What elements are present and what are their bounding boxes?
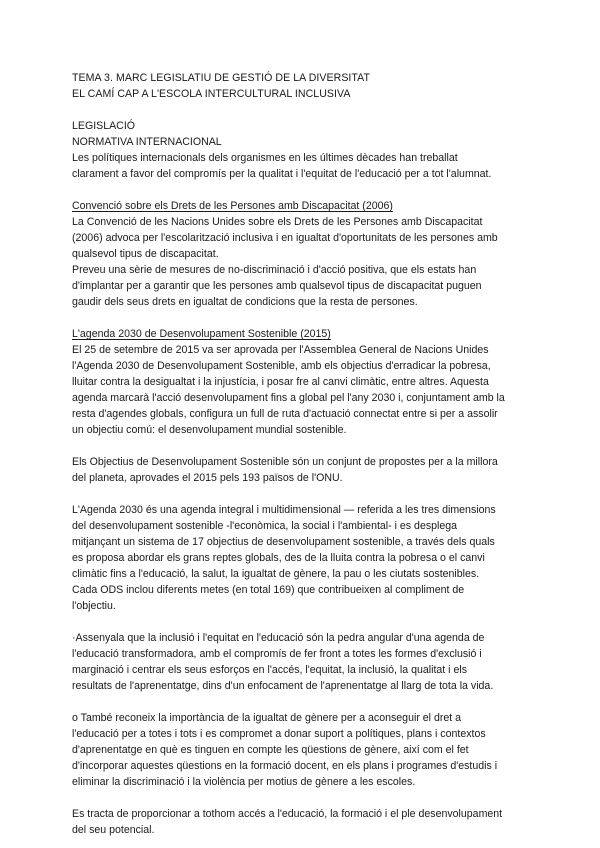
- agenda-paragraph-2: [72, 454, 532, 486]
- agenda-paragraph-3: [72, 502, 532, 614]
- text-line: es proposa abordar els grans reptes globals, des de la lluita contra la pobresa o el canvi: [72, 552, 485, 564]
- spacer: [72, 438, 532, 454]
- text-line: resultats de l'aprenentatge, dins d'un enfocament de l'aprenentatge al llarg de tota la vida.: [72, 680, 494, 692]
- agenda-paragraph-1: [72, 342, 532, 438]
- text-line: d'incorporar aquestes qüestions en la formació docent, en els plans i programes d'estudis i: [72, 760, 498, 772]
- section-heading-legislacio: LEGISLACIÓ: [72, 120, 135, 132]
- text-line: Cada ODS inclou diferents metes (en total 169) que contribueixen al compliment de: [72, 584, 465, 596]
- spacer: [72, 102, 532, 118]
- text-line: La Convenció de les Nacions Unides sobre els Drets de les Persones amb Discapacitat: [72, 216, 483, 228]
- spacer: [72, 790, 532, 806]
- agenda-paragraph-5: [72, 710, 532, 790]
- spacer: [72, 182, 532, 198]
- text-line: lluitar contra la desigualtat i la injustícia, i posar fre al canvi climàtic, entre altres. Aquesta: [72, 376, 489, 388]
- convention-paragraph-2: [72, 262, 532, 310]
- text-line: l'educació per a totes i tots i es compromet a donar suport a polítiques, plans i contextos: [72, 728, 486, 740]
- text-line: marginació i centrar els seus esforços en l'accés, l'equitat, la inclusió, la qualitat i els: [72, 664, 468, 676]
- intro-paragraph: [72, 150, 532, 182]
- text-line: ·Assenyala que la inclusió i l'equitat en l'educació són la pedra angular d'una agenda de: [72, 632, 485, 644]
- subsection-heading-normativa: NORMATIVA INTERNACIONAL: [72, 136, 222, 148]
- text-line: del desenvolupament sostenible -l'econòmica, la social i l'ambiental- i es desplega: [72, 520, 458, 532]
- text-line: l'objectiu.: [72, 600, 116, 612]
- text-line: agenda marcarà l'acció desenvolupament fins a global pel l'any 2030 i, conjuntament amb la: [72, 392, 505, 404]
- text-line: l'Agenda 2030 de Desenvolupament Sostenible, amb els objectius d'erradicar la pobresa,: [72, 360, 491, 372]
- text-line: El 25 de setembre de 2015 va ser aprovada per l'Assemblea General de Nacions Unides: [72, 344, 489, 356]
- text-line: d'implantar per a garantir que les persones amb qualsevol tipus de discapacitat puguen: [72, 280, 482, 292]
- text-line: qualsevol tipus de discapacitat.: [72, 248, 219, 260]
- agenda-heading: L'agenda 2030 de Desenvolupament Sostenible (2015): [72, 328, 331, 340]
- text-line: Les polítiques internacionals dels organismes en les últimes dècades han treballat: [72, 152, 458, 164]
- convention-paragraph-1: [72, 214, 532, 262]
- text-line: d'aprenentatge en què es tinguen en compte les qüestions de gènere, així com el fet: [72, 744, 469, 756]
- text-line: del seu potencial.: [72, 824, 155, 836]
- text-line: mitjançant un sistema de 17 objectius de desenvolupament sostenible, a través dels quals: [72, 536, 495, 548]
- text-line: o També reconeix la importància de la igualtat de gènere per a aconseguir el dret a: [72, 712, 462, 724]
- text-line: l'educació transformadora, amb el compromís de fer front a totes les formes d'exclusió i: [72, 648, 482, 660]
- spacer: [72, 486, 532, 502]
- spacer: [72, 310, 532, 326]
- text-line: eliminar la discriminació i la violència per motius de gènere a les escoles.: [72, 776, 416, 788]
- text-line: gaudir dels seus drets en igualtat de condicions que la resta de persones.: [72, 296, 418, 308]
- agenda-paragraph-4: [72, 630, 532, 694]
- text-line: (2006) advoca per l'escolarització inclusiva i en igualtat d'oportunitats de les persones amb: [72, 232, 498, 244]
- text-line: clarament a favor del compromís per la qualitat i l'equitat de l'educació per a tot l'alumnat.: [72, 168, 492, 180]
- text-line: Preveu una sèrie de mesures de no-discriminació i d'acció positiva, que els estats han: [72, 264, 477, 276]
- text-line: un objectiu comú: el desenvolupament mundial sostenible.: [72, 424, 347, 436]
- spacer: [72, 614, 532, 630]
- document-title-line-2: EL CAMÍ CAP A L'ESCOLA INTERCULTURAL INCLUSIVA: [72, 88, 351, 100]
- spacer: [72, 694, 532, 710]
- text-line: resta d'agendes globals, configura un full de ruta d'actuació connectat entre si per a assolir: [72, 408, 498, 420]
- convention-heading: Convenció sobre els Drets de les Persones amb Discapacitat (2006): [72, 200, 393, 212]
- text-line: Els Objectius de Desenvolupament Sostenible són un conjunt de propostes per a la millora: [72, 456, 498, 468]
- agenda-paragraph-6: [72, 806, 532, 838]
- document-page: [72, 70, 532, 838]
- document-title-line-1: TEMA 3. MARC LEGISLATIU DE GESTIÓ DE LA DIVERSITAT: [72, 72, 371, 84]
- text-line: del planeta, aprovades el 2015 pels 193 països de l'ONU.: [72, 472, 343, 484]
- text-line: L'Agenda 2030 és una agenda integral i multidimensional — referida a les tres dimensions: [72, 504, 496, 516]
- text-line: Es tracta de proporcionar a tothom accés a l'educació, la formació i el ple desenvolupament: [72, 808, 503, 820]
- text-line: climàtic fins a l'educació, la salut, la igualtat de gènere, la pau o les ciutats sostenibles.: [72, 568, 480, 580]
